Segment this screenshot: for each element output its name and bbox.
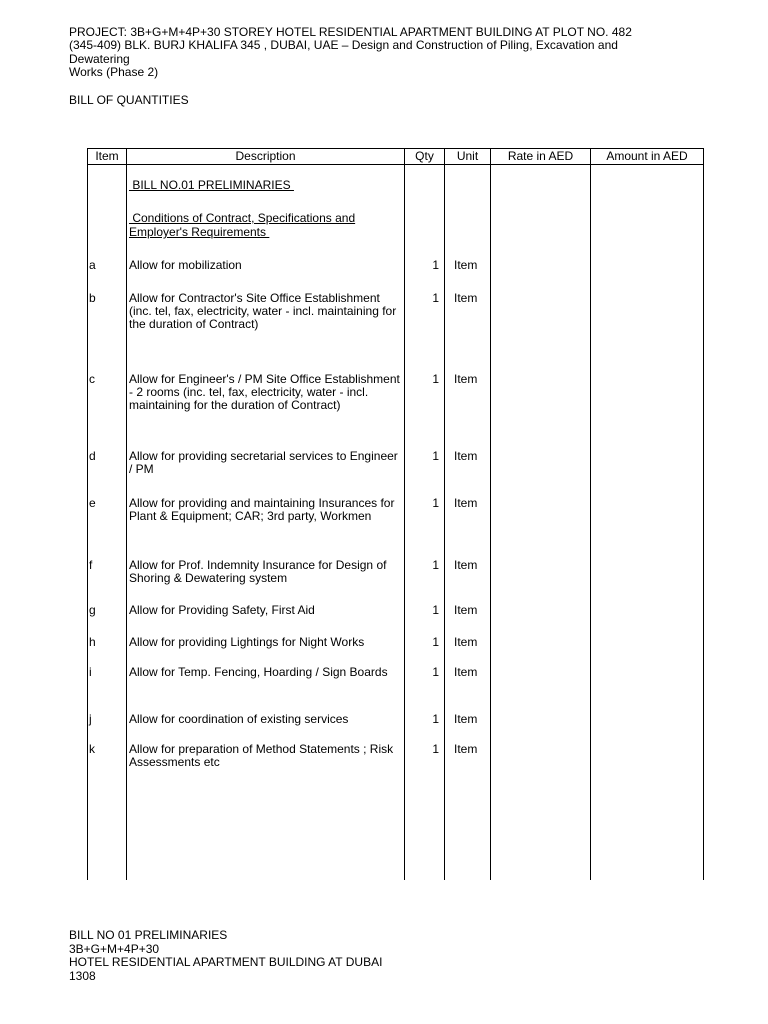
item-letter: g (89, 603, 96, 617)
item-description: Allow for Prof. Indemnity Insurance for Design of Shoring & Dewatering system (129, 558, 387, 585)
column-header-description: Description (235, 149, 296, 163)
column-divider (126, 148, 127, 880)
item-unit: Item (454, 558, 478, 572)
item-description: Allow for providing Lightings for Night Works (129, 635, 365, 649)
item-qty: 1 (432, 258, 439, 272)
project-line-4: Works (Phase 2) (69, 64, 159, 79)
footer-building-name: HOTEL RESIDENTIAL APARTMENT BUILDING AT DUBAI (69, 955, 383, 969)
column-divider (703, 148, 704, 880)
column-header-amount: Amount in AED (606, 149, 688, 163)
item-unit: Item (454, 449, 478, 463)
item-qty: 1 (432, 372, 439, 386)
item-letter: k (89, 742, 95, 756)
item-qty: 1 (432, 742, 439, 756)
item-letter: c (89, 372, 95, 386)
bill-title: BILL NO.01 PRELIMINARIES (129, 178, 294, 192)
item-letter: e (89, 496, 96, 510)
page-footer (69, 929, 382, 983)
boq-title: BILL OF QUANTITIES (69, 93, 189, 107)
column-divider (490, 148, 491, 880)
item-letter: f (89, 558, 93, 572)
table-header-border (87, 164, 704, 165)
section-title-line-1: Conditions of Contract, Specifications and (129, 211, 356, 225)
project-header (69, 26, 709, 79)
item-unit: Item (454, 496, 478, 510)
item-unit: Item (454, 258, 478, 272)
item-description: Allow for Contractor's Site Office Establishment (inc. tel, fax, electricity, water - incl. maintaining for the duration of Contract) (129, 291, 397, 331)
item-unit: Item (454, 635, 478, 649)
item-letter: h (89, 635, 96, 649)
item-qty: 1 (432, 712, 439, 726)
project-line-3: Dewatering (69, 51, 130, 66)
footer-building-code: 3B+G+M+4P+30 (69, 941, 160, 956)
item-letter: j (89, 712, 92, 726)
item-description: Allow for Providing Safety, First Aid (129, 603, 315, 617)
column-divider (590, 148, 591, 880)
item-unit: Item (454, 291, 478, 305)
item-description: Allow for Temp. Fencing, Hoarding / Sign Boards (129, 665, 388, 679)
item-qty: 1 (432, 291, 439, 305)
column-header-qty: Qty (415, 149, 434, 163)
column-header-unit: Unit (456, 149, 479, 163)
item-letter: i (89, 665, 92, 679)
column-header-item: Item (95, 149, 119, 163)
item-unit: Item (454, 372, 478, 386)
item-letter: d (89, 449, 96, 463)
footer-page-number: 1308 (69, 968, 96, 983)
footer-bill-name: BILL NO 01 PRELIMINARIES (69, 928, 228, 942)
item-qty: 1 (432, 635, 439, 649)
item-letter: b (89, 291, 96, 305)
item-description: Allow for providing secretarial services to Engineer / PM (129, 449, 398, 476)
item-letter: a (89, 258, 96, 272)
item-qty: 1 (432, 449, 439, 463)
item-qty: 1 (432, 558, 439, 572)
column-divider (87, 148, 88, 880)
item-description: Allow for Engineer's / PM Site Office Establishment - 2 rooms (inc. tel, fax, electricity, water - incl. maintaining for the duration of Contract) (129, 372, 400, 412)
column-header-rate: Rate in AED (507, 149, 574, 163)
item-unit: Item (454, 712, 478, 726)
column-divider (444, 148, 445, 880)
item-unit: Item (454, 603, 478, 617)
column-divider (404, 148, 405, 880)
item-unit: Item (454, 742, 478, 756)
project-line-1: PROJECT: 3B+G+M+4P+30 STOREY HOTEL RESIDENTIAL APARTMENT BUILDING AT PLOT NO. 482 (69, 25, 632, 39)
item-description: Allow for mobilization (129, 258, 242, 272)
item-qty: 1 (432, 665, 439, 679)
item-description: Allow for preparation of Method Statements ; Risk Assessments etc (129, 742, 394, 769)
item-description: Allow for providing and maintaining Insurances for Plant & Equipment; CAR; 3rd party, Workmen (129, 496, 395, 523)
item-description: Allow for coordination of existing services (129, 712, 349, 726)
project-line-2: (345-409) BLK. BURJ KHALIFA 345 , DUBAI, UAE – Design and Construction of Piling, Excavation and (69, 38, 618, 53)
item-qty: 1 (432, 496, 439, 510)
item-qty: 1 (432, 603, 439, 617)
section-title-line-2: Employer's Requirements (129, 225, 270, 239)
item-unit: Item (454, 665, 478, 679)
